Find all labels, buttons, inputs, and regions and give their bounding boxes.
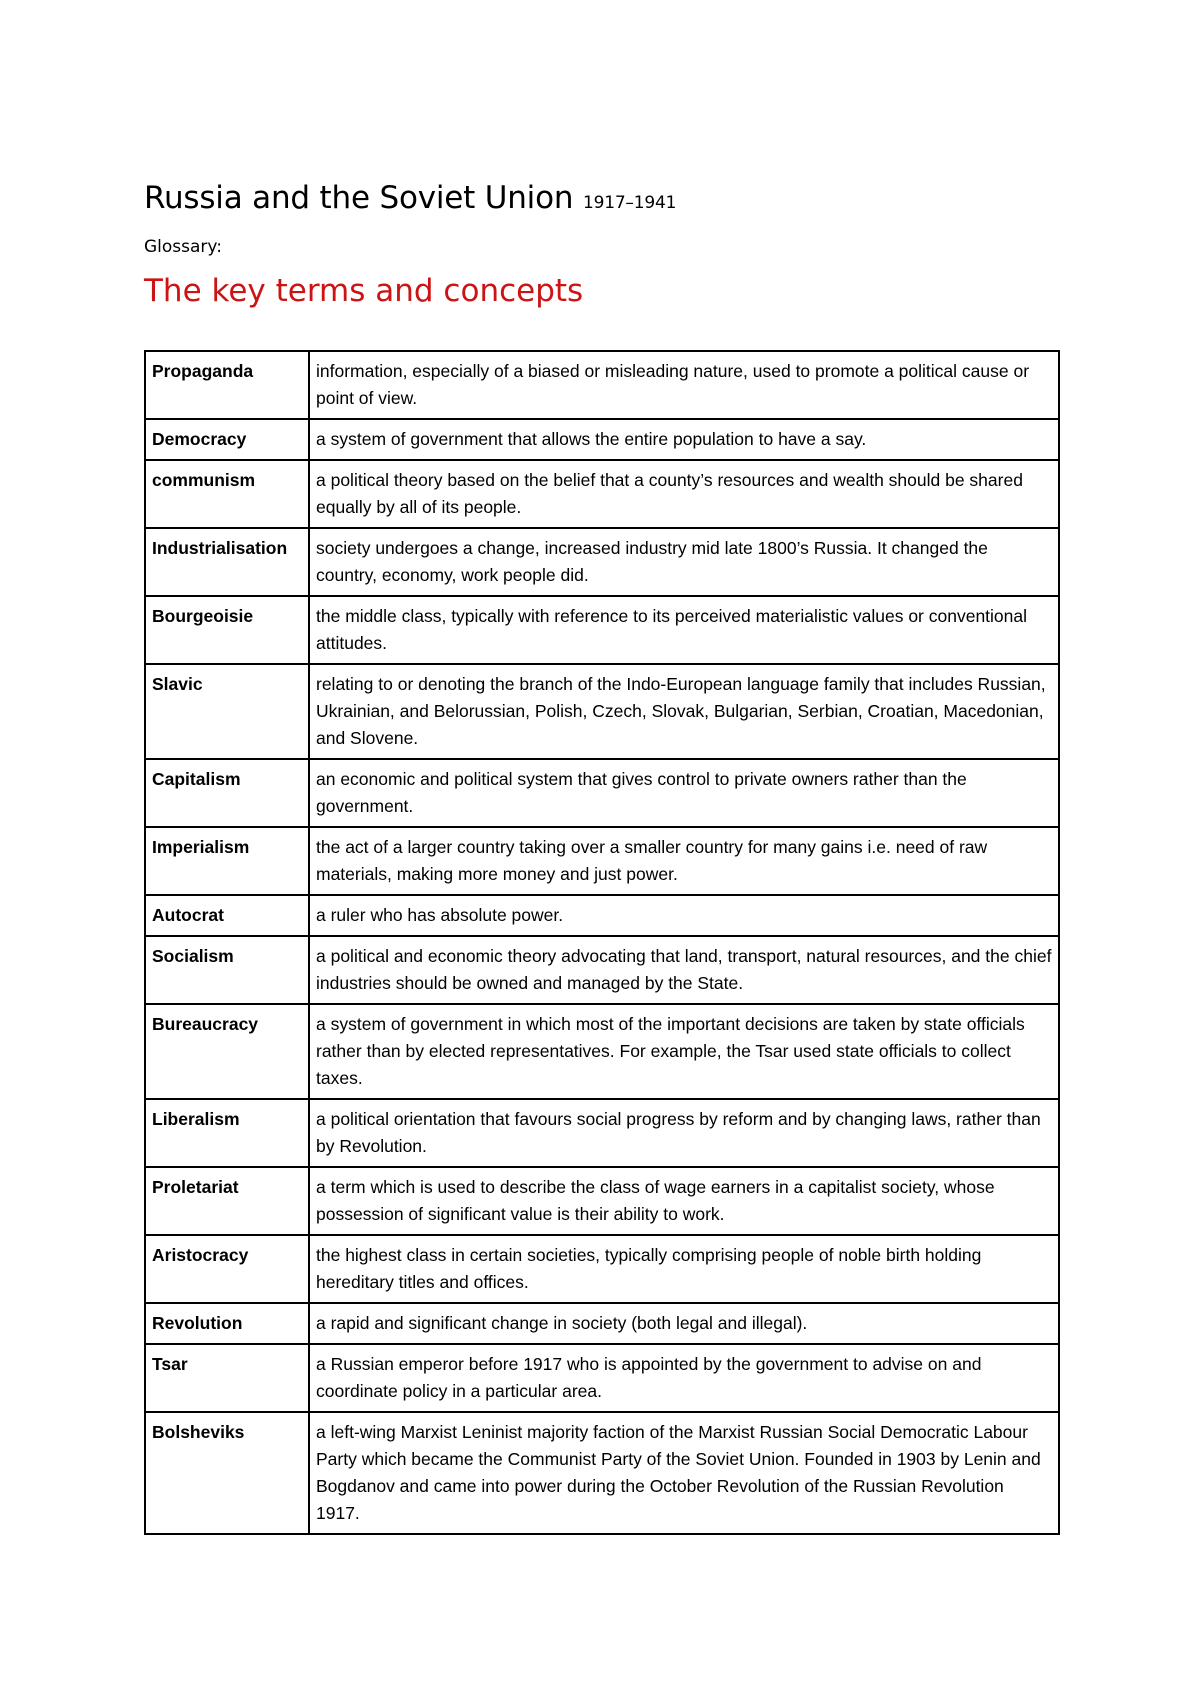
definition-cell: the highest class in certain societies, typically comprising people of noble birth holding hereditary titles and offices.	[309, 1235, 1059, 1303]
table-row	[145, 1412, 1059, 1534]
definition-cell: information, especially of a biased or misleading nature, used to promote a political cause or point of view.	[309, 351, 1059, 419]
table-row	[145, 759, 1059, 827]
definition-cell: a rapid and significant change in society (both legal and illegal).	[309, 1303, 1059, 1344]
table-row	[145, 528, 1059, 596]
table-row	[145, 1167, 1059, 1235]
term-cell: Imperialism	[145, 827, 309, 895]
document-page	[144, 180, 1060, 1523]
term-cell: Autocrat	[145, 895, 309, 936]
definition-cell: a term which is used to describe the class of wage earners in a capitalist society, whose possession of significant value is their ability to work.	[309, 1167, 1059, 1235]
term-cell: communism	[145, 460, 309, 528]
title-years: 1917–1941	[582, 193, 677, 213]
definition-cell: a political and economic theory advocating that land, transport, natural resources, and the chief industries should be owned and managed by the State.	[309, 936, 1059, 1004]
glossary-label: Glossary:	[144, 237, 222, 258]
definition-cell: a political orientation that favours social progress by reform and by changing laws, rather than by Revolution.	[309, 1099, 1059, 1167]
glossary-table	[144, 350, 1060, 1535]
definition-cell: the act of a larger country taking over a smaller country for many gains i.e. need of raw materials, making more money and just power.	[309, 827, 1059, 895]
title-text: Russia and the Soviet Union	[144, 180, 574, 216]
term-cell: Industrialisation	[145, 528, 309, 596]
section-heading: The key terms and concepts	[144, 273, 584, 310]
table-row	[145, 1235, 1059, 1303]
table-row	[145, 1004, 1059, 1099]
term-cell: Capitalism	[145, 759, 309, 827]
term-cell: Bolsheviks	[145, 1412, 309, 1534]
definition-cell: a ruler who has absolute power.	[309, 895, 1059, 936]
term-cell: Liberalism	[145, 1099, 309, 1167]
definition-cell: the middle class, typically with reference to its perceived materialistic values or conventional attitudes.	[309, 596, 1059, 664]
definition-cell: a system of government that allows the entire population to have a say.	[309, 419, 1059, 460]
table-row	[145, 351, 1059, 419]
definition-cell: society undergoes a change, increased industry mid late 1800’s Russia. It changed the country, economy, work people did.	[309, 528, 1059, 596]
table-row	[145, 827, 1059, 895]
table-row	[145, 596, 1059, 664]
table-row	[145, 895, 1059, 936]
term-cell: Propaganda	[145, 351, 309, 419]
term-cell: Tsar	[145, 1344, 309, 1412]
term-cell: Bureaucracy	[145, 1004, 309, 1099]
definition-cell: an economic and political system that gives control to private owners rather than the government.	[309, 759, 1059, 827]
term-cell: Aristocracy	[145, 1235, 309, 1303]
table-row	[145, 1303, 1059, 1344]
term-cell: Socialism	[145, 936, 309, 1004]
definition-cell: a left-wing Marxist Leninist majority faction of the Marxist Russian Social Democratic Labour Party which became the Communist Party of the Soviet Union. Founded in 1903 by Lenin and Bogdanov and came into power during the October Revolution of the Russian Revolution 1917.	[309, 1412, 1059, 1534]
term-cell: Revolution	[145, 1303, 309, 1344]
table-row	[145, 1099, 1059, 1167]
table-row	[145, 664, 1059, 759]
term-cell: Proletariat	[145, 1167, 309, 1235]
table-row	[145, 936, 1059, 1004]
table-row	[145, 419, 1059, 460]
definition-cell: relating to or denoting the branch of the Indo-European language family that includes Russian, Ukrainian, and Belorussian, Polish, Czech, Slovak, Bulgarian, Serbian, Croatian, Macedonian, and Slovene.	[309, 664, 1059, 759]
term-cell: Bourgeoisie	[145, 596, 309, 664]
glossary-table-body	[145, 351, 1059, 1534]
document-title	[144, 180, 1060, 217]
definition-cell: a Russian emperor before 1917 who is appointed by the government to advise on and coordinate policy in a particular area.	[309, 1344, 1059, 1412]
definition-cell: a political theory based on the belief that a county’s resources and wealth should be shared equally by all of its people.	[309, 460, 1059, 528]
table-row	[145, 460, 1059, 528]
term-cell: Slavic	[145, 664, 309, 759]
definition-cell: a system of government in which most of the important decisions are taken by state officials rather than by elected representatives. For example, the Tsar used state officials to collect taxes.	[309, 1004, 1059, 1099]
term-cell: Democracy	[145, 419, 309, 460]
table-row	[145, 1344, 1059, 1412]
